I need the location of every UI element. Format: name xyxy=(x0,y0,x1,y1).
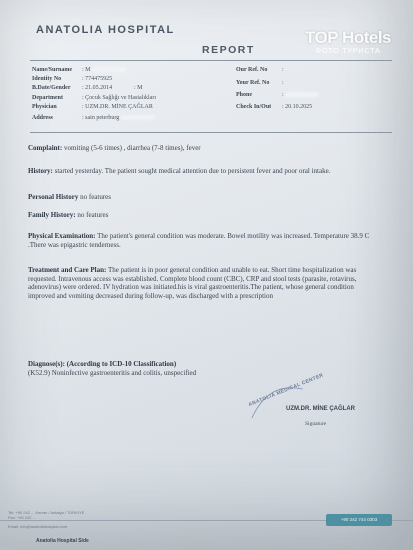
personal-history-section xyxy=(28,193,378,202)
treatment-text: The patient is in poor general condition and unable to eat. Short time hospitalization was requested. Intravenous access was established. Complete blood count (CBC), CRP and stool tests (parasite, rotavirus, adenovirus) were ordered. IV hydration was initiated.his is viral gastroenteritis.The patient, whose general condition improved and vomiting decreased during follow-up, was discharged with a prescription xyxy=(28,266,357,300)
header-rule xyxy=(30,60,392,61)
footer-address-1: Tel: +90 242 ... Kemer / Antalya / TURKIYE xyxy=(8,510,85,515)
gender-value: : M xyxy=(134,85,143,91)
name-label: Name/Surname xyxy=(32,67,72,73)
identity-value: : 774475925 xyxy=(82,76,113,82)
family-history-label: Family History: xyxy=(28,211,76,219)
our-ref-value: : xyxy=(282,67,284,73)
phone-label: Phone xyxy=(236,92,253,98)
address-label: Address xyxy=(32,115,53,121)
personal-history-text: no features xyxy=(80,193,112,201)
exam-section xyxy=(28,232,378,249)
personal-history-label: Personal History xyxy=(28,193,79,201)
complaint-text: vomiting (5-6 times) , diarrhea (7-8 times), fever xyxy=(63,144,201,152)
family-history-text: no features xyxy=(77,211,109,219)
our-ref-label: Our Ref. No xyxy=(236,67,268,73)
name-value: : M xyxy=(82,67,126,73)
birth-value: : 21.05.2014 xyxy=(82,85,113,91)
footer-address-3: Email: info@anatoliahospital.com xyxy=(8,524,68,529)
exam-label: Physical Examination: xyxy=(28,232,96,240)
your-ref-label: Your Ref. No xyxy=(236,80,270,86)
physician-value: : UZM.DR. MİNE ÇAĞLAR xyxy=(82,104,153,110)
info-rule xyxy=(30,132,392,133)
address-value: : sain peterburg xyxy=(82,115,155,121)
identity-label: Identity No xyxy=(32,76,62,82)
check-value: : 20.10.2025 xyxy=(282,104,313,110)
diagnosis-section xyxy=(28,360,378,377)
birth-label: B.Date/Gender xyxy=(32,85,71,91)
tophotels-watermark xyxy=(292,28,404,84)
watermark-brand: TOP Hotels xyxy=(304,28,391,47)
check-label: Check In/Out xyxy=(236,104,272,110)
history-label: History: xyxy=(28,167,53,175)
phone-value: : xyxy=(282,92,319,98)
department-value: : Çocuk Sağlığı ve Hastalıkları xyxy=(82,95,156,101)
treatment-label: Treatment and Care Plan: xyxy=(28,266,107,274)
diagnosis-text: (K52.9) Noninfective gastroenteritis and colitis, unspecified xyxy=(28,368,197,377)
physician-label: Physician xyxy=(32,104,57,110)
signature-physician: UZM.DR. MİNE ÇAĞLAR xyxy=(286,406,355,412)
diagnosis-label: Diagnose(s): (According to ICD-10 Classification) xyxy=(28,360,177,368)
history-text: started yesterday. The patient sought medical attention due to persistent fever and poor oral intake. xyxy=(54,167,331,175)
footer-hospital-name: Anatolia Hospital Side xyxy=(36,538,89,544)
footer-phone-badge: +90 242 744 0303 xyxy=(326,514,392,526)
footer-address-2: Fax: +90 242 ... xyxy=(8,515,36,520)
complaint-section xyxy=(28,144,378,153)
hospital-name: ANATOLIA HOSPITAL xyxy=(36,24,175,36)
history-section xyxy=(28,167,378,176)
your-ref-value: : xyxy=(282,80,284,86)
watermark-tagline: ФОТО ТУРИСТА xyxy=(315,46,381,55)
department-label: Department xyxy=(32,95,63,101)
complaint-label: Complaint: xyxy=(28,144,63,152)
stamp-text: ANATOLIA MEDICAL CENTER xyxy=(247,372,325,409)
treatment-section xyxy=(28,266,378,300)
report-title: REPORT xyxy=(202,44,255,56)
family-history-section xyxy=(28,211,378,220)
signature-label: Signature xyxy=(305,421,327,427)
exam-text: The patient's general condition was moderate. Bowel motility was increased. Temperature 38.9 C .There was epigastric tenderness. xyxy=(28,232,370,249)
